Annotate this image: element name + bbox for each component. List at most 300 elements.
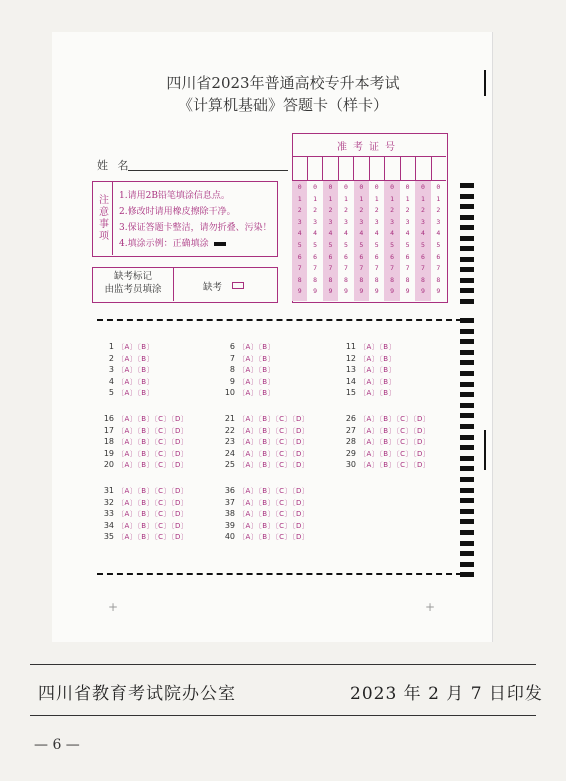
digit-bubble[interactable]: 1 xyxy=(374,194,379,203)
question-row xyxy=(100,460,188,470)
answer-options[interactable]: 〔A〕〔B〕〔C〕〔D〕 xyxy=(117,415,189,423)
digit-bubble[interactable]: 6 xyxy=(297,252,302,261)
timing-mark xyxy=(460,278,474,283)
absent-divider xyxy=(173,267,174,301)
question-row xyxy=(342,449,430,459)
timing-mark xyxy=(460,350,474,355)
digit-bubble[interactable]: 2 xyxy=(343,206,348,215)
digit-bubble[interactable]: 7 xyxy=(420,264,425,273)
answer-sheet-card xyxy=(52,32,493,642)
digit-bubble[interactable]: 3 xyxy=(420,217,425,226)
answer-options[interactable]: 〔A〕〔B〕〔C〕〔D〕 xyxy=(117,521,189,530)
top-dashed-line xyxy=(97,319,462,321)
digit-bubble[interactable]: 5 xyxy=(374,240,379,249)
page-number: — 6 — xyxy=(34,737,80,753)
question-row xyxy=(342,354,396,364)
digit-bubble[interactable]: 4 xyxy=(436,229,441,238)
timing-mark xyxy=(460,194,474,199)
digit-bubble[interactable]: 4 xyxy=(374,229,379,238)
digit-bubble[interactable]: 8 xyxy=(420,275,425,284)
digit-bubble[interactable]: 3 xyxy=(436,217,441,226)
digit-bubble[interactable]: 8 xyxy=(313,275,318,284)
digit-bubble[interactable]: 1 xyxy=(405,194,410,203)
answer-options[interactable]: 〔A〕〔B〕 xyxy=(117,389,155,398)
absent-label-line2: 由监考员填涂 xyxy=(104,284,162,295)
question-number: 37 xyxy=(224,497,235,507)
digit-bubble[interactable]: 2 xyxy=(420,206,425,215)
question-row xyxy=(221,486,309,496)
digit-bubble[interactable]: 5 xyxy=(390,240,395,249)
footer-rule-top xyxy=(30,664,536,665)
digit-bubble[interactable]: 8 xyxy=(343,275,348,284)
digit-bubble[interactable]: 4 xyxy=(359,229,364,238)
question-number: 21 xyxy=(224,414,235,423)
question-row xyxy=(100,486,188,496)
absent-label xyxy=(93,270,173,296)
digit-bubble[interactable]: 7 xyxy=(405,264,410,273)
question-number: 3 xyxy=(108,365,114,375)
exam-number-cell[interactable] xyxy=(416,156,432,180)
question-row xyxy=(100,414,188,424)
question-number: 10 xyxy=(224,388,235,398)
digit-bubble[interactable]: 9 xyxy=(374,287,379,296)
exam-number-column xyxy=(292,181,307,301)
digit-bubble[interactable]: 8 xyxy=(328,275,333,284)
digit-bubble[interactable]: 9 xyxy=(343,287,348,296)
notice-heading: 注意事项 xyxy=(92,181,113,255)
digit-bubble[interactable]: 7 xyxy=(390,264,395,273)
digit-bubble[interactable]: 5 xyxy=(420,240,425,249)
digit-bubble[interactable]: 8 xyxy=(359,275,364,284)
notice-item: 2.修改时请用橡皮擦除干净。 xyxy=(119,207,236,217)
digit-bubble[interactable]: 5 xyxy=(359,240,364,249)
digit-bubble[interactable]: 6 xyxy=(359,252,364,261)
digit-bubble[interactable]: 8 xyxy=(374,275,379,284)
question-row xyxy=(100,509,188,519)
digit-bubble[interactable]: 9 xyxy=(405,287,410,296)
timing-mark xyxy=(460,371,474,376)
question-number: 16 xyxy=(103,414,114,423)
answer-options[interactable]: 〔A〕〔B〕 xyxy=(238,354,276,363)
digit-bubble[interactable]: 3 xyxy=(313,217,318,226)
digit-bubble[interactable]: 1 xyxy=(420,194,425,203)
question-number: 33 xyxy=(103,509,114,519)
question-row xyxy=(342,365,396,375)
question-row xyxy=(221,388,275,398)
digit-bubble[interactable]: 6 xyxy=(313,252,318,261)
question-number: 36 xyxy=(224,486,235,495)
answer-options[interactable]: 〔A〕〔B〕 xyxy=(359,389,397,398)
digit-bubble[interactable]: 0 xyxy=(390,183,395,191)
digit-bubble[interactable]: 3 xyxy=(390,217,395,226)
digit-bubble[interactable]: 0 xyxy=(405,183,410,191)
digit-bubble[interactable]: 0 xyxy=(343,183,348,191)
answer-options[interactable]: 〔A〕〔B〕〔C〕〔D〕 xyxy=(117,487,189,495)
answer-options[interactable]: 〔A〕〔B〕〔C〕〔D〕 xyxy=(238,438,310,447)
question-number: 12 xyxy=(345,353,356,363)
digit-bubble[interactable]: 1 xyxy=(343,194,348,203)
answer-options[interactable]: 〔A〕〔B〕 xyxy=(359,343,397,351)
question-row xyxy=(221,498,309,508)
question-number: 34 xyxy=(103,520,114,530)
digit-bubble[interactable]: 8 xyxy=(405,275,410,284)
exam-number-cell[interactable] xyxy=(432,156,447,180)
digit-bubble[interactable]: 0 xyxy=(297,183,302,191)
question-number: 8 xyxy=(229,365,235,375)
exam-number-column xyxy=(323,181,338,301)
timing-mark xyxy=(460,257,474,262)
digit-bubble[interactable]: 3 xyxy=(359,217,364,226)
digit-bubble[interactable]: 6 xyxy=(328,252,333,261)
exam-number-column xyxy=(415,181,430,301)
timing-mark xyxy=(460,509,474,514)
timing-mark xyxy=(460,551,474,556)
digit-bubble[interactable]: 2 xyxy=(328,206,333,215)
answer-options[interactable]: 〔A〕〔B〕〔C〕〔D〕 xyxy=(117,461,189,470)
exam-number-cell[interactable] xyxy=(292,156,308,180)
answer-options[interactable]: 〔A〕〔B〕 xyxy=(117,366,155,375)
answer-options[interactable]: 〔A〕〔B〕〔C〕〔D〕 xyxy=(238,498,310,507)
digit-bubble[interactable]: 4 xyxy=(297,229,302,238)
digit-bubble[interactable]: 3 xyxy=(405,217,410,226)
digit-bubble[interactable]: 4 xyxy=(420,229,425,238)
question-row xyxy=(221,365,275,375)
digit-bubble[interactable]: 7 xyxy=(297,264,302,273)
exam-number-write-cells xyxy=(292,156,446,180)
question-row xyxy=(100,521,188,531)
digit-bubble[interactable]: 9 xyxy=(436,287,441,296)
answer-options[interactable]: 〔A〕〔B〕〔C〕〔D〕 xyxy=(117,510,189,519)
timing-mark xyxy=(460,288,474,293)
question-row xyxy=(221,449,309,459)
answer-options[interactable]: 〔A〕〔B〕〔C〕〔D〕 xyxy=(117,449,189,458)
exam-number-bubbles xyxy=(292,181,446,301)
question-row xyxy=(221,377,275,387)
answer-options[interactable]: 〔A〕〔B〕〔C〕〔D〕 xyxy=(117,438,189,447)
question-row xyxy=(221,354,275,364)
question-row xyxy=(221,426,309,436)
answer-options[interactable]: 〔A〕〔B〕〔C〕〔D〕 xyxy=(359,426,431,435)
digit-bubble[interactable]: 6 xyxy=(374,252,379,261)
absent-bubble[interactable] xyxy=(232,282,244,289)
digit-bubble[interactable]: 0 xyxy=(374,183,379,191)
timing-mark xyxy=(460,488,474,493)
timing-mark xyxy=(460,382,474,387)
digit-bubble[interactable]: 0 xyxy=(359,183,364,191)
digit-bubble[interactable]: 5 xyxy=(328,240,333,249)
exam-number-cell[interactable] xyxy=(354,156,370,180)
exam-number-column xyxy=(354,181,369,301)
timing-mark xyxy=(460,403,474,408)
notice-item: 3.保证答题卡整洁，请勿折叠、污染！ xyxy=(119,223,272,233)
question-number: 30 xyxy=(345,460,356,470)
digit-bubble[interactable]: 8 xyxy=(436,275,441,284)
digit-bubble[interactable]: 7 xyxy=(328,264,333,273)
digit-bubble[interactable]: 6 xyxy=(436,252,441,261)
question-number: 39 xyxy=(224,520,235,530)
answer-options[interactable]: 〔A〕〔B〕 xyxy=(117,354,155,363)
digit-bubble[interactable]: 1 xyxy=(328,194,333,203)
timing-mark xyxy=(460,541,474,546)
answer-options[interactable]: 〔A〕〔B〕 xyxy=(359,366,397,375)
question-number: 23 xyxy=(224,437,235,447)
name-field[interactable] xyxy=(128,170,288,171)
digit-bubble[interactable]: 2 xyxy=(390,206,395,215)
question-number: 31 xyxy=(103,486,114,495)
timing-mark xyxy=(460,392,474,397)
answer-options[interactable]: 〔A〕〔B〕〔C〕〔D〕 xyxy=(238,449,310,458)
timing-mark xyxy=(460,477,474,482)
question-number: 13 xyxy=(345,365,356,375)
right-edge-bar xyxy=(484,70,486,96)
digit-bubble[interactable]: 4 xyxy=(390,229,395,238)
exam-number-cell[interactable] xyxy=(308,156,324,180)
digit-bubble[interactable]: 0 xyxy=(328,183,333,191)
answer-options[interactable]: 〔A〕〔B〕〔C〕〔D〕 xyxy=(359,461,431,470)
question-number: 14 xyxy=(345,376,356,386)
notice-item-text: 4.填涂示例：正确填涂 xyxy=(119,239,209,249)
timing-mark xyxy=(460,435,474,440)
answer-options[interactable]: 〔A〕〔B〕〔C〕〔D〕 xyxy=(238,521,310,530)
question-number: 20 xyxy=(103,460,114,470)
digit-bubble[interactable]: 2 xyxy=(374,206,379,215)
digit-bubble[interactable]: 4 xyxy=(313,229,318,238)
digit-bubble[interactable]: 8 xyxy=(390,275,395,284)
timing-mark xyxy=(460,329,474,334)
digit-bubble[interactable]: 6 xyxy=(390,252,395,261)
question-row xyxy=(100,426,188,436)
digit-bubble[interactable]: 6 xyxy=(343,252,348,261)
answer-options[interactable]: 〔A〕〔B〕〔C〕〔D〕 xyxy=(359,415,431,423)
digit-bubble[interactable]: 3 xyxy=(328,217,333,226)
digit-bubble[interactable]: 2 xyxy=(297,206,302,215)
timing-mark xyxy=(460,360,474,365)
answer-options[interactable]: 〔A〕〔B〕 xyxy=(359,354,397,363)
answer-options[interactable]: 〔A〕〔B〕〔C〕〔D〕 xyxy=(238,533,310,542)
question-row xyxy=(100,354,154,364)
digit-bubble[interactable]: 1 xyxy=(297,194,302,203)
question-number: 38 xyxy=(224,509,235,519)
timing-mark xyxy=(460,318,474,323)
question-number: 22 xyxy=(224,425,235,435)
digit-bubble[interactable]: 4 xyxy=(343,229,348,238)
question-row xyxy=(221,521,309,531)
digit-bubble[interactable]: 8 xyxy=(297,275,302,284)
question-row xyxy=(342,437,430,447)
question-number: 11 xyxy=(345,342,356,351)
question-number: 40 xyxy=(224,532,235,542)
timing-mark xyxy=(460,562,474,567)
answer-options[interactable]: 〔A〕〔B〕〔C〕〔D〕 xyxy=(238,487,310,495)
question-row xyxy=(342,388,396,398)
filled-sample-mark xyxy=(214,242,226,246)
timing-mark xyxy=(460,572,474,577)
question-number: 4 xyxy=(108,376,114,386)
digit-bubble[interactable]: 1 xyxy=(390,194,395,203)
timing-mark xyxy=(460,246,474,251)
answer-options[interactable]: 〔A〕〔B〕 xyxy=(117,343,155,351)
name-label: 姓 名 xyxy=(97,159,132,172)
digit-bubble[interactable]: 9 xyxy=(390,287,395,296)
timing-mark xyxy=(460,413,474,418)
sheet-subtitle: 《计算机基础》答题卡（样卡） xyxy=(177,96,388,114)
question-number: 24 xyxy=(224,448,235,458)
timing-mark xyxy=(460,267,474,272)
question-row xyxy=(100,437,188,447)
question-number: 6 xyxy=(229,342,235,351)
question-number: 35 xyxy=(103,532,114,542)
question-row xyxy=(100,342,154,352)
exam-number-column xyxy=(369,181,384,301)
question-number: 26 xyxy=(345,414,356,423)
answer-options[interactable]: 〔A〕〔B〕〔C〕〔D〕 xyxy=(359,449,431,458)
digit-bubble[interactable]: 9 xyxy=(297,287,302,296)
right-edge-bar-lower xyxy=(484,430,486,470)
digit-bubble[interactable]: 6 xyxy=(405,252,410,261)
exam-number-cell[interactable] xyxy=(339,156,355,180)
digit-bubble[interactable]: 4 xyxy=(405,229,410,238)
timing-mark xyxy=(460,530,474,535)
question-number: 29 xyxy=(345,448,356,458)
answer-options[interactable]: 〔A〕〔B〕〔C〕〔D〕 xyxy=(238,415,310,423)
question-number: 17 xyxy=(103,425,114,435)
digit-bubble[interactable]: 3 xyxy=(343,217,348,226)
question-number: 19 xyxy=(103,448,114,458)
exam-number-cell[interactable] xyxy=(323,156,339,180)
timing-mark xyxy=(460,456,474,461)
question-number: 15 xyxy=(345,388,356,398)
issue-date: 2023 年 2 月 7 日印发 xyxy=(350,684,543,704)
question-row xyxy=(221,509,309,519)
question-row xyxy=(100,365,154,375)
answer-options[interactable]: 〔A〕〔B〕〔C〕〔D〕 xyxy=(359,438,431,447)
footer-rule-bottom xyxy=(30,715,536,716)
timing-mark xyxy=(460,519,474,524)
absent-text: 缺考 xyxy=(203,282,223,293)
answer-options[interactable]: 〔A〕〔B〕 xyxy=(359,377,397,386)
registration-mark: + xyxy=(108,600,119,614)
digit-bubble[interactable]: 9 xyxy=(328,287,333,296)
digit-bubble[interactable]: 2 xyxy=(436,206,441,215)
digit-bubble[interactable]: 7 xyxy=(374,264,379,273)
digit-bubble[interactable]: 1 xyxy=(313,194,318,203)
digit-bubble[interactable]: 9 xyxy=(359,287,364,296)
timing-mark xyxy=(460,466,474,471)
exam-number-column xyxy=(384,181,399,301)
notice-item-example xyxy=(119,236,226,249)
digit-bubble[interactable]: 0 xyxy=(313,183,318,191)
digit-bubble[interactable]: 2 xyxy=(313,206,318,215)
answer-options[interactable]: 〔A〕〔B〕 xyxy=(238,343,276,351)
digit-bubble[interactable]: 2 xyxy=(359,206,364,215)
digit-bubble[interactable]: 1 xyxy=(436,194,441,203)
digit-bubble[interactable]: 7 xyxy=(436,264,441,273)
question-row xyxy=(221,532,309,542)
question-row xyxy=(100,532,188,542)
digit-bubble[interactable]: 0 xyxy=(420,183,425,191)
timing-mark xyxy=(460,204,474,209)
question-number: 7 xyxy=(229,353,235,363)
question-number: 9 xyxy=(229,376,235,386)
question-row xyxy=(100,377,154,387)
timing-mark xyxy=(460,225,474,230)
digit-bubble[interactable]: 9 xyxy=(420,287,425,296)
exam-number-column xyxy=(431,181,446,301)
question-row xyxy=(342,426,430,436)
digit-bubble[interactable]: 5 xyxy=(436,240,441,249)
question-number: 18 xyxy=(103,437,114,447)
question-row xyxy=(342,414,430,424)
exam-number-column xyxy=(338,181,353,301)
digit-bubble[interactable]: 2 xyxy=(405,206,410,215)
question-number: 32 xyxy=(103,497,114,507)
question-row xyxy=(221,342,275,352)
timing-mark xyxy=(460,236,474,241)
digit-bubble[interactable]: 7 xyxy=(343,264,348,273)
question-row xyxy=(342,460,430,470)
question-number: 1 xyxy=(108,342,114,351)
timing-mark xyxy=(460,445,474,450)
digit-bubble[interactable]: 7 xyxy=(313,264,318,273)
timing-mark xyxy=(460,424,474,429)
question-row xyxy=(221,437,309,447)
digit-bubble[interactable]: 3 xyxy=(297,217,302,226)
digit-bubble[interactable]: 5 xyxy=(297,240,302,249)
digit-bubble[interactable]: 4 xyxy=(328,229,333,238)
question-number: 28 xyxy=(345,437,356,447)
question-row xyxy=(100,498,188,508)
answer-options[interactable]: 〔A〕〔B〕 xyxy=(238,377,276,386)
answer-options[interactable]: 〔A〕〔B〕〔C〕〔D〕 xyxy=(117,498,189,507)
timing-mark xyxy=(460,215,474,220)
sheet-title: 四川省2023年普通高校专升本考试 xyxy=(166,74,400,92)
exam-number-column xyxy=(400,181,415,301)
digit-bubble[interactable]: 7 xyxy=(359,264,364,273)
question-row xyxy=(100,388,154,398)
exam-number-cell[interactable] xyxy=(385,156,401,180)
answer-options[interactable]: 〔A〕〔B〕 xyxy=(238,366,276,375)
answer-options[interactable]: 〔A〕〔B〕〔C〕〔D〕 xyxy=(238,461,310,470)
answer-options[interactable]: 〔A〕〔B〕 xyxy=(117,377,155,386)
registration-mark: + xyxy=(425,600,436,614)
digit-bubble[interactable]: 9 xyxy=(313,287,318,296)
bottom-dashed-line xyxy=(97,573,462,575)
answer-options[interactable]: 〔A〕〔B〕〔C〕〔D〕 xyxy=(238,426,310,435)
digit-bubble[interactable]: 1 xyxy=(359,194,364,203)
question-row xyxy=(342,342,396,352)
answer-options[interactable]: 〔A〕〔B〕〔C〕〔D〕 xyxy=(238,510,310,519)
timing-mark xyxy=(460,183,474,188)
digit-bubble[interactable]: 5 xyxy=(343,240,348,249)
exam-number-title: 准考证号 xyxy=(337,142,401,153)
exam-number-cell[interactable] xyxy=(370,156,386,180)
digit-bubble[interactable]: 5 xyxy=(405,240,410,249)
question-row xyxy=(342,377,396,387)
answer-options[interactable]: 〔A〕〔B〕 xyxy=(238,389,276,398)
digit-bubble[interactable]: 0 xyxy=(436,183,441,191)
digit-bubble[interactable]: 3 xyxy=(374,217,379,226)
answer-options[interactable]: 〔A〕〔B〕〔C〕〔D〕 xyxy=(117,426,189,435)
exam-number-cell[interactable] xyxy=(401,156,417,180)
digit-bubble[interactable]: 5 xyxy=(313,240,318,249)
issuer: 四川省教育考试院办公室 xyxy=(38,684,236,704)
question-number: 2 xyxy=(108,353,114,363)
answer-options[interactable]: 〔A〕〔B〕〔C〕〔D〕 xyxy=(117,533,189,542)
exam-number-column xyxy=(307,181,322,301)
timing-mark xyxy=(460,498,474,503)
digit-bubble[interactable]: 6 xyxy=(420,252,425,261)
question-row xyxy=(100,449,188,459)
